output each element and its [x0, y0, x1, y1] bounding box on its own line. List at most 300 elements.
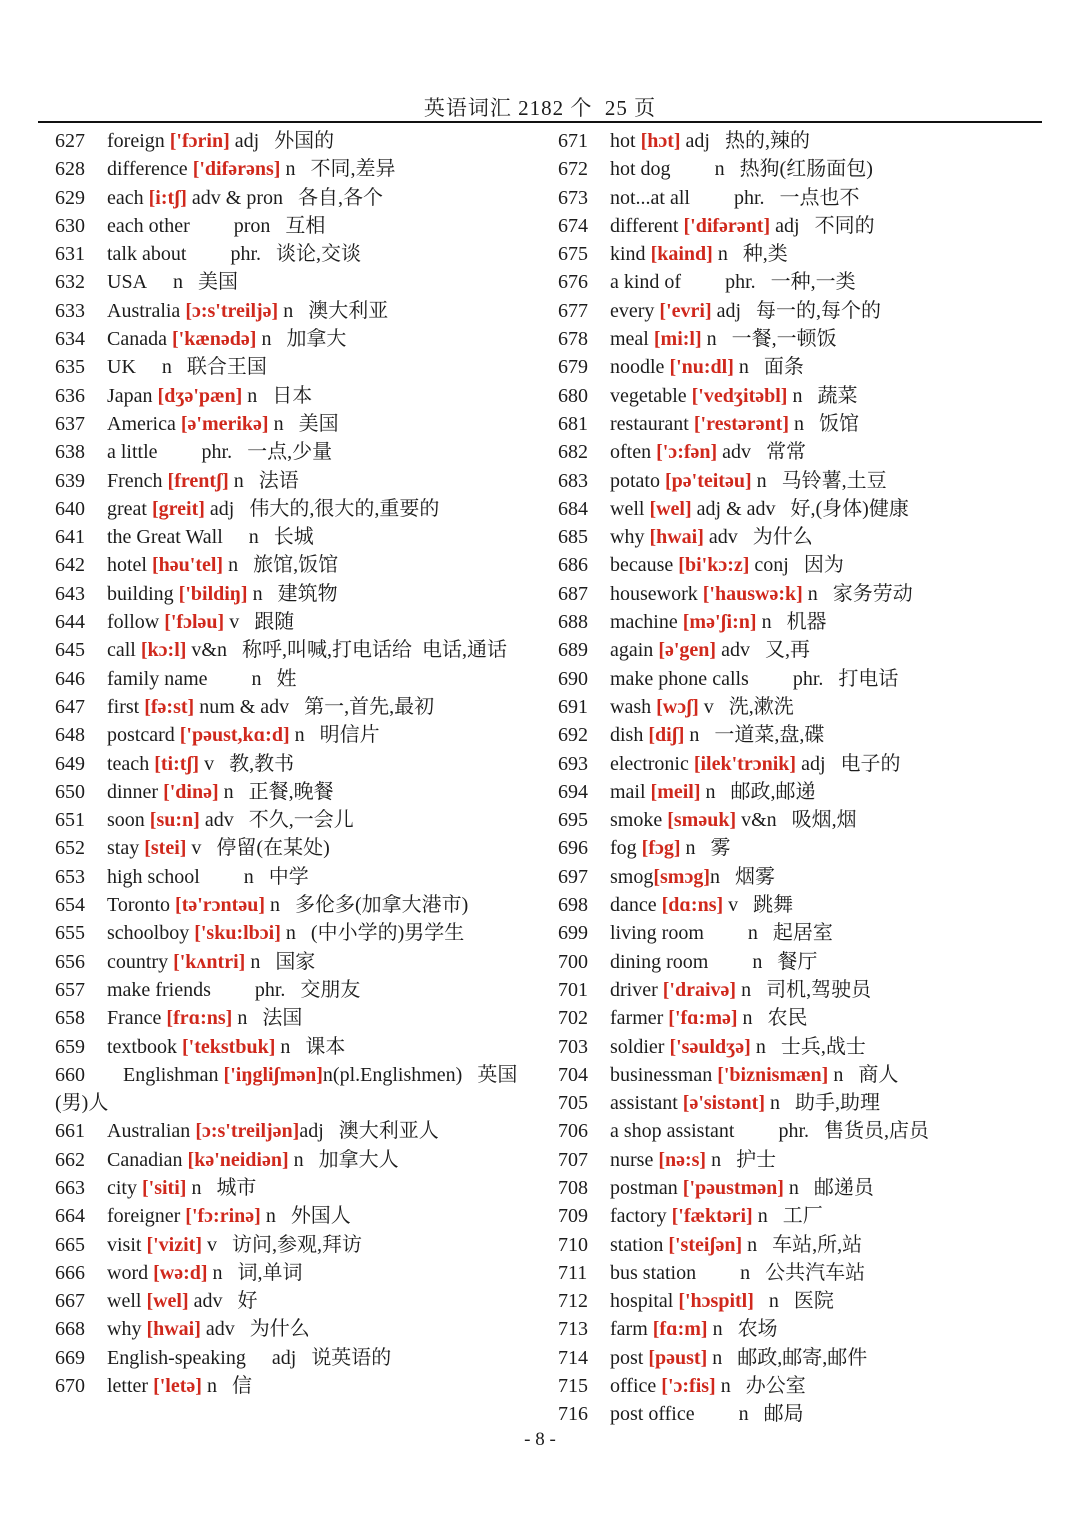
entry-body [610, 300, 881, 322]
entry-number: 632 [55, 271, 85, 294]
entry-pos: n [161, 356, 172, 379]
entry-body [610, 753, 901, 775]
vocab-entry [55, 184, 547, 212]
entry-body [610, 498, 909, 520]
entry-word: a kind of [610, 271, 682, 294]
vocab-entry [558, 806, 1052, 834]
entry-number: 670 [55, 1375, 85, 1398]
entry-number: 659 [55, 1035, 85, 1058]
entry-word: Australian [107, 1120, 196, 1143]
entry-body [107, 1120, 439, 1142]
entry-word: foreigner [107, 1205, 186, 1228]
entry-phonetic: [kɔ:l] [140, 639, 187, 662]
entry-word: make phone calls [610, 667, 749, 690]
entry-word: city [107, 1176, 142, 1199]
entry-body [107, 753, 294, 775]
entry-body [610, 554, 844, 576]
entry-phonetic: [fɑ:m] [652, 1318, 708, 1341]
entry-number: 695 [558, 809, 588, 832]
entry-phonetic: [dɑ:ns] [661, 894, 724, 917]
entry-phonetic: [nə:s] [658, 1148, 707, 1171]
entry-word: bus station [610, 1261, 697, 1284]
entry-number: 697 [558, 865, 588, 888]
vocab-entry [558, 495, 1052, 523]
vocab-entry [558, 438, 1052, 466]
entry-translation: 多伦多(加拿大港市) [295, 894, 469, 917]
entry-phonetic: ['dinə] [163, 780, 219, 803]
entry-phonetic: ['bildiŋ] [178, 582, 248, 605]
vocab-entry [558, 1117, 1052, 1145]
entry-body [610, 724, 824, 746]
entry-body [610, 979, 871, 1001]
entry-number: 645 [55, 639, 85, 662]
entry-pos: adj [229, 130, 260, 152]
vocab-entry [558, 608, 1052, 636]
entry-body [610, 158, 873, 180]
entry-word: smoke [610, 809, 668, 832]
entry-number: 642 [55, 554, 85, 577]
entry-body [610, 1318, 778, 1340]
entry-pos: adj [204, 497, 235, 520]
entry-word: letter [107, 1375, 154, 1398]
entry-body [107, 611, 294, 633]
entry-number: 682 [558, 441, 588, 464]
entry-phonetic: [su:n] [149, 809, 200, 832]
entry-body [107, 328, 346, 350]
entry-number: 641 [55, 526, 85, 549]
vocab-entry [55, 1146, 547, 1174]
entry-word: stay [107, 837, 145, 860]
entry-body [107, 526, 314, 548]
entry-translation: 澳大利亚 [308, 299, 389, 322]
entry-translation: 称呼,叫喊,打电话给 电话,通话 [241, 639, 507, 662]
entry-number: 627 [55, 130, 85, 152]
entry-word: Canadian [107, 1148, 188, 1171]
vocab-entry [558, 268, 1052, 296]
entry-number: 679 [558, 356, 588, 379]
entry-word: electronic [610, 752, 694, 775]
entry-number: 634 [55, 328, 85, 351]
vocab-entry [55, 1259, 547, 1287]
entry-word: farm [610, 1318, 653, 1341]
entry-translation: 吸烟,烟 [791, 809, 857, 832]
entry-number: 662 [55, 1148, 85, 1171]
entry-number: 677 [558, 299, 588, 322]
entry-number: 699 [558, 922, 588, 945]
entry-number: 702 [558, 1007, 588, 1030]
entry-phonetic: ['fɑ:mə] [668, 1007, 738, 1030]
entry-translation: 课本 [305, 1035, 346, 1058]
entry-phonetic: ['fɔləu] [164, 611, 225, 634]
entry-body [107, 413, 339, 435]
entry-phonetic: [sməuk] [667, 809, 737, 832]
entry-word: businessman [610, 1063, 718, 1086]
entry-body [107, 215, 325, 237]
entry-phonetic: ['kʌntri] [173, 950, 246, 973]
entry-number: 683 [558, 469, 588, 492]
entry-number: 671 [558, 130, 588, 152]
entry-translation: 互相 [285, 214, 326, 237]
entry-translation: 洗,漱洗 [728, 695, 794, 718]
entry-pos: adj [680, 130, 710, 152]
entry-phonetic: ['restərənt] [693, 412, 789, 435]
vocab-entry [55, 1315, 547, 1343]
entry-pos: n [756, 611, 772, 634]
entry-number: 637 [55, 412, 85, 435]
vocab-entry [55, 1061, 547, 1118]
entry-translation: 长城 [273, 526, 314, 549]
entry-translation: 办公室 [745, 1375, 806, 1398]
entry-number: 638 [55, 441, 85, 464]
entry-translation: 一点也不 [779, 186, 860, 209]
entry-phonetic: [fɔg] [641, 837, 681, 860]
entry-number: 705 [558, 1092, 588, 1115]
entry-body [610, 328, 837, 350]
entry-word: well [107, 1290, 147, 1313]
entry-body [610, 1347, 867, 1369]
entry-pos: adv [717, 441, 752, 464]
entry-body [610, 215, 875, 237]
entry-word: fog [610, 837, 642, 860]
vocab-entry [55, 410, 547, 438]
entry-word: great [107, 497, 152, 520]
vocab-entry [558, 948, 1052, 976]
vocab-entry [558, 184, 1052, 212]
entry-pos: n [280, 922, 296, 945]
entry-pos: n [278, 299, 294, 322]
entry-body [107, 668, 297, 690]
vocab-entry [558, 240, 1052, 268]
entry-translation: 邮递员 [813, 1176, 874, 1199]
entry-body [610, 922, 833, 944]
entry-number: 674 [558, 214, 588, 237]
entry-word: first [107, 695, 145, 718]
entry-word: dinner [107, 780, 164, 803]
entry-number: 664 [55, 1205, 85, 1228]
entry-number: 651 [55, 809, 85, 832]
entry-phonetic: [hwai] [649, 526, 704, 549]
entry-word: farmer [610, 1007, 669, 1030]
entry-translation: 访问,参观,拜访 [231, 1233, 362, 1256]
entry-phonetic: [pəust] [648, 1346, 708, 1369]
entry-number: 655 [55, 922, 85, 945]
vocab-entry [55, 297, 547, 325]
entry-translation: 加拿大 [286, 328, 347, 351]
entry-pos: v&n [736, 809, 777, 832]
entry-translation: 热狗(红肠面包) [739, 158, 873, 181]
entry-body [107, 1375, 252, 1397]
entry-body [610, 470, 887, 492]
entry-translation: 交朋友 [300, 978, 361, 1001]
entry-number: 715 [558, 1375, 588, 1398]
vocab-entry [55, 127, 547, 155]
entry-pos: n [787, 384, 803, 407]
entry-pos: n [228, 469, 244, 492]
entry-word: again [610, 639, 659, 662]
entry-body [610, 611, 827, 633]
entry-translation: 正餐,晚餐 [248, 780, 334, 803]
entry-phonetic: [fə:st] [144, 695, 195, 718]
entry-body [107, 1007, 302, 1029]
entry-pos: n [289, 724, 305, 747]
entry-translation: 好 [237, 1290, 258, 1313]
vocab-entry [558, 1033, 1052, 1061]
entry-body [107, 300, 388, 322]
entry-body [107, 243, 361, 265]
entry-pos: n [173, 271, 184, 294]
entry-translation: 外国的 [274, 130, 335, 152]
entry-body [107, 1205, 351, 1227]
entry-pos: v [224, 611, 240, 634]
vocab-entry [55, 1287, 547, 1315]
entry-phonetic: [mi:l] [653, 328, 702, 351]
entry-pos: v [201, 1233, 217, 1256]
entry-word: Canada [107, 328, 172, 351]
vocab-entry [558, 467, 1052, 495]
entry-number: 713 [558, 1318, 588, 1341]
entry-pos: v [698, 695, 714, 718]
entry-word: restaurant [610, 412, 694, 435]
entry-number: 665 [55, 1233, 85, 1256]
entry-phonetic: [stei] [144, 837, 187, 860]
entry-phonetic: [həu'tel] [152, 554, 224, 577]
entry-pos: n [802, 582, 818, 605]
entry-body [610, 187, 860, 209]
entry-pos: n [738, 1403, 749, 1426]
entry-word: housework [610, 582, 703, 605]
entry-word: call [107, 639, 141, 662]
vocab-entry [558, 665, 1052, 693]
entry-pos: adv [200, 1318, 235, 1341]
entry-pos: pron [233, 214, 271, 237]
entry-word: because [610, 554, 679, 577]
entry-translation: 一餐,一顿饭 [731, 328, 837, 351]
vocab-entry [558, 721, 1052, 749]
entry-number: 647 [55, 695, 85, 718]
entry-pos: phr. [230, 243, 261, 266]
entry-translation: 英国(男)人 [55, 1063, 518, 1115]
entry-pos: n [707, 1346, 723, 1369]
entry-word: not...at all [610, 186, 690, 209]
entry-number: 649 [55, 752, 85, 775]
vocab-entry [55, 212, 547, 240]
entry-translation: 好,(身体)健康 [790, 497, 909, 520]
entry-phonetic: [wel] [649, 497, 692, 520]
entry-word: word [107, 1261, 154, 1284]
entry-word: often [610, 441, 657, 464]
vocab-entry [55, 438, 547, 466]
entry-body [610, 1403, 804, 1425]
entry-number: 716 [558, 1403, 588, 1426]
entry-phonetic: [mə'ʃi:n] [682, 611, 757, 634]
entry-number: 636 [55, 384, 85, 407]
entry-number: 698 [558, 894, 588, 917]
entry-body [107, 781, 334, 803]
entry-translation: 澳大利亚人 [338, 1120, 439, 1143]
entry-pos: n [706, 1148, 722, 1171]
entry-body [107, 554, 338, 576]
entry-word: teach [107, 752, 155, 775]
entry-phonetic: ['tekstbuk] [182, 1035, 276, 1058]
vocab-entry [558, 325, 1052, 353]
entry-word: each [107, 186, 149, 209]
entry-word: USA [107, 271, 148, 294]
entry-pos: n [207, 1261, 223, 1284]
entry-body [610, 1036, 866, 1058]
vocab-entry [55, 693, 547, 721]
entry-translation: 常常 [766, 441, 807, 464]
vocab-entry [558, 1400, 1052, 1428]
entry-pos: n [714, 158, 725, 181]
entry-phonetic: ['hɔspitl] [678, 1290, 754, 1313]
entry-translation: 教,教书 [229, 752, 295, 775]
entry-translation: 售货员,店员 [824, 1120, 929, 1143]
entry-phonetic: [tə'rɔntəu] [175, 894, 265, 917]
vocab-entry [55, 863, 547, 891]
entry-phonetic: [wə:d] [153, 1261, 208, 1284]
entry-word: Toronto [107, 894, 176, 917]
entry-pos: n [288, 1148, 304, 1171]
vocab-entry [558, 693, 1052, 721]
entry-pos: n [243, 865, 254, 888]
entry-word: why [107, 1318, 147, 1341]
entry-word: a little [107, 441, 158, 464]
entry-phonetic: ['letə] [153, 1375, 202, 1398]
entry-translation: 跟随 [254, 611, 295, 634]
entry-pos: phr. [725, 271, 756, 294]
entry-word: well [610, 497, 650, 520]
entry-pos: adv [188, 1290, 223, 1313]
vocab-entry [558, 919, 1052, 947]
vocab-entry [55, 1202, 547, 1230]
entry-number: 672 [558, 158, 588, 181]
entry-word: country [107, 950, 174, 973]
entry-body [107, 1149, 399, 1171]
vocab-entry [55, 721, 547, 749]
entry-word: dish [610, 724, 649, 747]
entry-body [107, 809, 354, 831]
entry-body [610, 1262, 865, 1284]
vocab-entry [558, 1315, 1052, 1343]
entry-body [107, 470, 299, 492]
vocab-entry [558, 1344, 1052, 1372]
entry-body [610, 837, 731, 859]
entry-body [610, 1375, 806, 1397]
entry-translation: 蔬菜 [817, 384, 858, 407]
entry-body [610, 1120, 929, 1142]
entry-body [107, 441, 332, 463]
entry-pos: n [242, 384, 258, 407]
entry-number: 676 [558, 271, 588, 294]
entry-body [610, 668, 898, 690]
entry-pos: n [245, 950, 261, 973]
entry-phonetic: ['siti] [142, 1176, 187, 1199]
entry-number: 643 [55, 582, 85, 605]
entry-word: hospital [610, 1290, 679, 1313]
entry-number: 681 [558, 412, 588, 435]
entry-phonetic: ['ɔ:fən] [656, 441, 718, 464]
entry-body [610, 696, 794, 718]
entry-number: 661 [55, 1120, 85, 1143]
entry-pos: v [186, 837, 202, 860]
vocab-entry [55, 1372, 547, 1400]
vocab-entry [55, 382, 547, 410]
entry-phonetic: ['kænədə] [171, 328, 257, 351]
entry-word: postcard [107, 724, 180, 747]
vocab-entry [55, 834, 547, 862]
entry-number: 693 [558, 752, 588, 775]
entry-body [610, 385, 857, 407]
entry-pos: adj [770, 214, 800, 237]
entry-pos: n [828, 1063, 844, 1086]
entry-word: living room [610, 922, 704, 945]
entry-pos: v&n [186, 639, 227, 662]
entry-number: 678 [558, 328, 588, 351]
entry-pos: n [750, 1035, 766, 1058]
entry-body [610, 639, 810, 661]
vocab-entry [558, 410, 1052, 438]
entry-pos: v [723, 894, 739, 917]
entry-phonetic: ['pəustmən] [682, 1176, 784, 1199]
entry-pos: n [684, 724, 700, 747]
entry-number: 687 [558, 582, 588, 605]
entry-body [610, 526, 813, 548]
entry-pos: n [268, 412, 284, 435]
header-rule [38, 121, 1042, 123]
entry-word: why [610, 526, 650, 549]
entry-translation: 日本 [272, 384, 313, 407]
entry-number: 703 [558, 1035, 588, 1058]
entry-pos: n [753, 1290, 779, 1313]
entry-pos: adj & adv [691, 497, 776, 520]
entry-translation: 公共汽车站 [765, 1261, 866, 1284]
entry-body [107, 922, 464, 944]
entry-body [610, 1205, 823, 1227]
entry-body [107, 1036, 345, 1058]
entry-number: 653 [55, 865, 85, 888]
entry-translation: 不久,一会儿 [248, 809, 354, 832]
entry-number: 629 [55, 186, 85, 209]
entry-number: 650 [55, 780, 85, 803]
vocab-entry [55, 976, 547, 1004]
entry-body [107, 979, 360, 1001]
entry-translation: 说英语的 [311, 1346, 392, 1369]
entry-phonetic: [hwai] [146, 1318, 201, 1341]
entry-number: 631 [55, 243, 85, 266]
entry-body [107, 1262, 303, 1284]
entry-body [107, 1318, 310, 1340]
entry-number: 652 [55, 837, 85, 860]
vocab-entry [558, 1259, 1052, 1287]
entry-number: 686 [558, 554, 588, 577]
entry-body [610, 413, 859, 435]
entry-body [107, 866, 309, 888]
entry-translation: 农场 [737, 1318, 778, 1341]
entry-body [107, 158, 395, 180]
entry-translation: 第一,首先,最初 [304, 695, 435, 718]
entry-pos: n [256, 328, 272, 351]
page-number: - 8 - [524, 1429, 556, 1450]
entry-translation: 旅馆,饭馆 [253, 554, 339, 577]
entry-pos: n [247, 582, 263, 605]
entry-pos: adj [271, 1346, 297, 1369]
entry-number: 691 [558, 695, 588, 718]
entry-word: building [107, 582, 179, 605]
entry-pos: n [251, 667, 262, 690]
entry-word: wash [610, 695, 657, 718]
entry-word: UK [107, 356, 136, 379]
vocab-entry [558, 1372, 1052, 1400]
